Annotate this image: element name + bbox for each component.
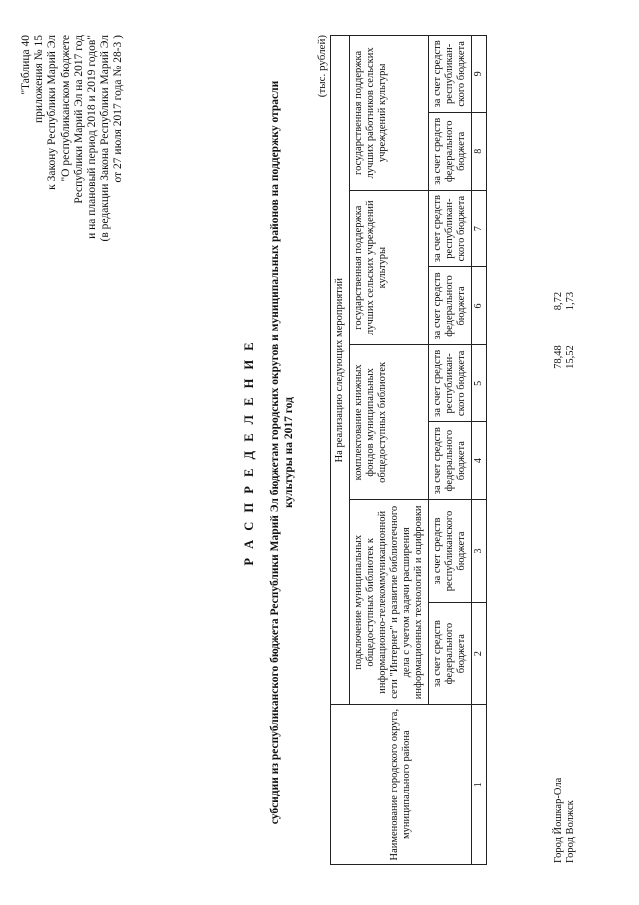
source-header: за счет средств республикан-ского бюджета bbox=[429, 36, 472, 113]
source-header: за счет средств федерального бюджета bbox=[429, 112, 472, 190]
group-header: На реализацию следующих мероприятий bbox=[331, 36, 350, 705]
column-number: 3 bbox=[472, 500, 487, 603]
data-rows bbox=[553, 35, 577, 865]
document-title: Р А С П Р Е Д Е Л Е Н И Е bbox=[242, 339, 256, 566]
column-number-row bbox=[472, 36, 487, 865]
header-line: к Закону Республики Марий Эл bbox=[46, 35, 59, 190]
col-name-header: Наименование городского округа, муниципального района bbox=[331, 705, 472, 865]
source-header: за счет средств республикан-ского бюджета bbox=[429, 345, 472, 422]
measure-header: подключение муниципальных общедоступных библиотек к информационно-телекоммуникационной сети "Интернет" и развитие библиотечного дела с учетом задачи расширения информационных технологий и оцифровки bbox=[350, 500, 429, 705]
source-header: за счет средств федерального бюджета bbox=[429, 267, 472, 345]
row-name: Город Волжск bbox=[565, 800, 576, 863]
column-number: 4 bbox=[472, 422, 487, 500]
header-note bbox=[20, 35, 126, 905]
source-header: за счет средств федерального бюджета bbox=[429, 422, 472, 500]
column-number: 5 bbox=[472, 345, 487, 422]
cell-federal-books: 15,52 bbox=[565, 345, 576, 369]
column-number: 2 bbox=[472, 602, 487, 705]
table-row bbox=[553, 35, 565, 865]
cell-republic-books: 1,73 bbox=[565, 291, 576, 311]
unit-label: (тыс. рублей) bbox=[316, 35, 328, 98]
header-line: (в редакции Закона Республики Марий Эл bbox=[99, 35, 112, 242]
header-line: "Таблица 40 bbox=[20, 35, 32, 95]
header-line: приложения № 15 bbox=[33, 35, 46, 123]
row-name: Город Йошкар-Ола bbox=[553, 777, 564, 863]
header-row-group bbox=[331, 36, 350, 865]
header-line: от 27 июля 2017 года № 28-3 ) bbox=[112, 35, 125, 183]
distribution-table bbox=[330, 35, 487, 865]
column-number: 6 bbox=[472, 267, 487, 345]
header-line: "О республиканском бюджете bbox=[59, 35, 72, 182]
source-header: за счет средств республикан-ского бюджета bbox=[429, 190, 472, 267]
document-subtitle: субсидии из республиканского бюджета Республики Марий Эл бюджетам городских округов и муниципальных районов на поддержку отрасли культуры на 2017 год bbox=[269, 80, 295, 825]
column-number: 7 bbox=[472, 190, 487, 267]
source-header: за счет средств республиканского бюджета bbox=[429, 500, 472, 603]
measure-header: комплектование книжных фондов муниципальных общедоступных библиотек bbox=[350, 345, 429, 500]
header-line: и на плановый период 2018 и 2019 годов" bbox=[86, 35, 99, 239]
header-line: Республики Марий Эл на 2017 год bbox=[72, 35, 85, 204]
column-number: 8 bbox=[472, 112, 487, 190]
cell-republic-books: 8,72 bbox=[553, 291, 564, 311]
column-number: 9 bbox=[472, 36, 487, 113]
measure-header: государственная поддержка лучших работников сельских учреждений культуры bbox=[350, 36, 429, 191]
cell-federal-books: 78,48 bbox=[553, 345, 564, 369]
title-block bbox=[242, 0, 296, 905]
table-row bbox=[565, 35, 577, 865]
measure-header: государственная поддержка лучших сельских учреждений культуры bbox=[350, 190, 429, 345]
source-header: за счет средств федерального бюджета bbox=[429, 602, 472, 705]
column-number: 1 bbox=[472, 705, 487, 865]
